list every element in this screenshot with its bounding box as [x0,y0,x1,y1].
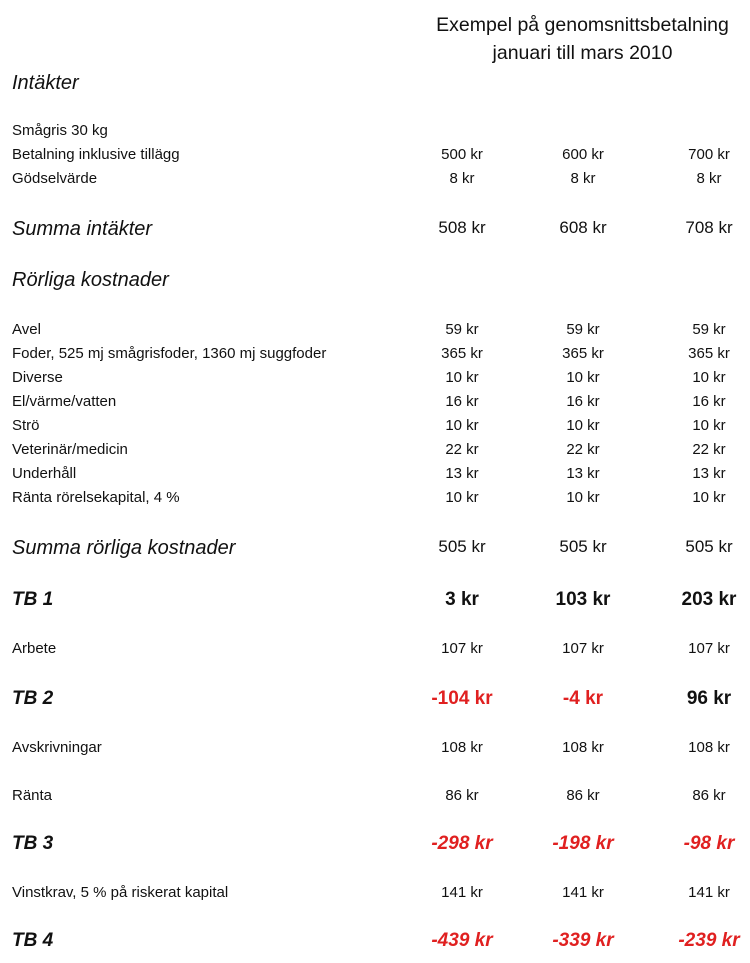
tb4-row [0,930,750,958]
section-income-title: Intäkter [12,72,79,94]
row-label: Foder, 525 mj smågrisfoder, 1360 mj suggfoder [12,345,327,362]
value-col-1: 500 kr [441,146,483,163]
value-col-1: 508 kr [438,218,486,237]
row-label: Avskrivningar [12,739,102,756]
tb3-row [0,833,750,861]
row-label: Smågris 30 kg [12,122,108,139]
sum-income-label: Summa intäkter [12,218,153,240]
value-col-1: 86 kr [445,787,479,804]
value-col-2: -339 kr [552,930,614,951]
row-label: Underhåll [12,465,77,482]
row-label: Vinstkrav, 5 % på riskerat kapital [12,884,229,901]
row-label: Gödselvärde [12,170,98,187]
row-label: Veterinär/medicin [12,441,128,458]
value-col-3: 10 kr [692,417,726,434]
value-col-2: 600 kr [562,146,604,163]
row-label: Ränta [12,787,53,804]
value-col-3: -98 kr [683,833,735,854]
row-label: Betalning inklusive tillägg [12,146,180,163]
value-col-2: 22 kr [566,441,600,458]
value-col-3: 10 kr [692,369,726,386]
value-col-1: 10 kr [445,489,479,506]
value-col-1: 108 kr [441,739,483,756]
value-col-3: 708 kr [685,218,733,237]
value-col-1: 16 kr [445,393,479,410]
tb4-label: TB 4 [12,930,54,951]
value-col-3: 16 kr [692,393,726,410]
value-col-1: 141 kr [441,884,483,901]
sum-costs-row [0,537,750,565]
value-col-2: 108 kr [562,739,604,756]
value-col-1: -439 kr [431,930,493,951]
value-col-1: -298 kr [431,833,493,854]
value-col-2: 505 kr [559,537,607,556]
row-label: Arbete [12,640,57,657]
value-col-2: 103 kr [555,589,611,610]
value-col-2: -4 kr [562,688,604,709]
value-col-2: 608 kr [559,218,607,237]
value-col-2: 13 kr [566,465,600,482]
value-col-2: 86 kr [566,787,600,804]
value-col-3: 141 kr [688,884,730,901]
sum-income-row [0,218,750,246]
value-col-2: 10 kr [566,369,600,386]
row-label: Diverse [12,369,63,386]
value-col-3: 22 kr [692,441,726,458]
section-variable-costs [0,269,750,297]
value-col-1: 365 kr [441,345,483,362]
tb1-label: TB 1 [12,589,54,610]
value-col-3: 365 kr [688,345,730,362]
section-costs-title: Rörliga kostnader [12,269,169,291]
value-col-2: 10 kr [566,489,600,506]
value-col-3: 8 kr [696,170,722,187]
value-col-3: 203 kr [681,589,737,610]
value-col-1: 13 kr [445,465,479,482]
row-label: Ränta rörelsekapital, 4 % [12,489,180,506]
value-col-2: 59 kr [566,321,600,338]
row-label: El/värme/vatten [12,393,117,410]
value-col-1: 505 kr [438,537,486,556]
value-col-1: 107 kr [441,640,483,657]
value-col-3: 700 kr [688,146,730,163]
table-row [0,489,750,517]
header-line-1: Exempel på genomsnittsbetalning [436,14,729,36]
value-col-3: 108 kr [688,739,730,756]
section-income [0,72,750,100]
tb1-row [0,589,750,617]
table-row [0,640,750,668]
value-col-1: 59 kr [445,321,479,338]
value-col-3: 96 kr [686,688,732,709]
value-col-3: 10 kr [692,489,726,506]
value-col-1: 22 kr [445,441,479,458]
value-col-1: 10 kr [445,369,479,386]
value-col-1: -104 kr [431,688,493,709]
table-row [0,787,750,815]
value-col-3: 107 kr [688,640,730,657]
value-col-3: 86 kr [692,787,726,804]
value-col-2: 16 kr [566,393,600,410]
table-row [0,170,750,198]
row-label: Strö [12,417,40,434]
value-col-2: 10 kr [566,417,600,434]
value-col-1: 10 kr [445,417,479,434]
tb3-label: TB 3 [12,833,54,854]
table-row [0,739,750,767]
value-col-2: 107 kr [562,640,604,657]
tb2-row [0,688,750,716]
value-col-3: 13 kr [692,465,726,482]
value-col-3: -239 kr [678,930,740,951]
value-col-2: 8 kr [570,170,596,187]
value-col-3: 59 kr [692,321,726,338]
value-col-3: 505 kr [685,537,733,556]
value-col-1: 8 kr [449,170,475,187]
value-col-2: 365 kr [562,345,604,362]
table-row [0,884,750,912]
sum-costs-label: Summa rörliga kostnader [12,537,236,559]
row-label: Avel [12,321,41,338]
value-col-2: -198 kr [552,833,614,854]
header-line-2: januari till mars 2010 [492,42,673,64]
value-col-2: 141 kr [562,884,604,901]
tb2-label: TB 2 [12,688,54,709]
value-col-1: 3 kr [445,589,479,610]
